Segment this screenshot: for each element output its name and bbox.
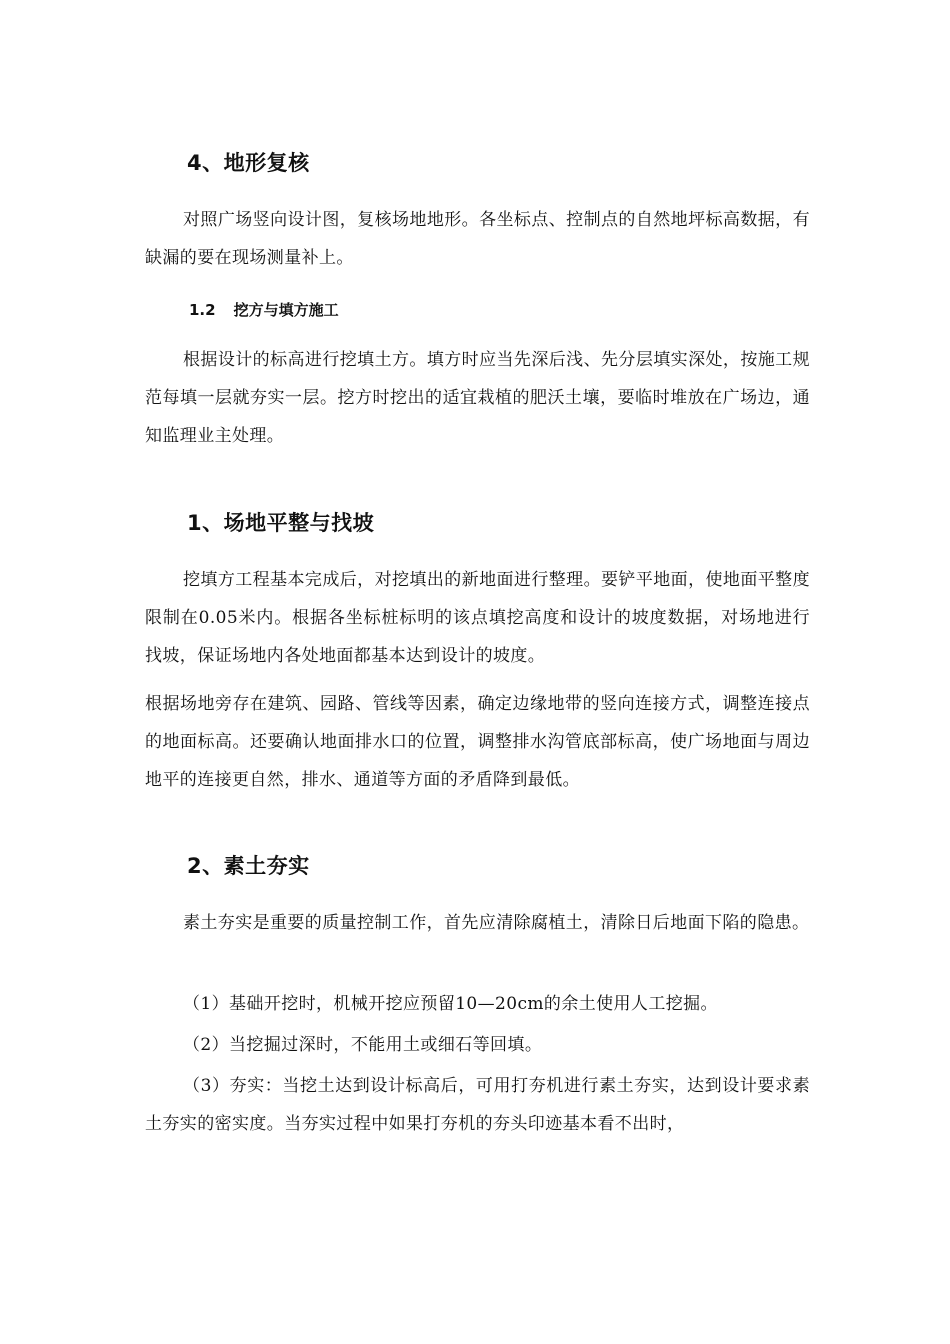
subheading-number: 1.2 [189, 301, 216, 319]
heading-compaction: 2、素土夯实 [187, 854, 310, 878]
heading-leveling: 1、场地平整与找坡 [187, 511, 375, 535]
list-item-compaction-3: （3）夯实：当挖土达到设计标高后，可用打夯机进行素土夯实，达到设计要求素土夯实的密实度。当夯实过程中如果打夯机的夯头印迹基本看不出时， [145, 1076, 810, 1134]
list-item-compaction-2: （2）当挖掘过深时，不能用土或细石等回填。 [183, 1035, 543, 1055]
subheading-cut-fill [145, 298, 854, 322]
paragraph-terrain-check: 对照广场竖向设计图，复核场地地形。各坐标点、控制点的自然地坪标高数据，有缺漏的要在现场测量补上。 [145, 210, 810, 268]
paragraph-leveling-1: 挖填方工程基本完成后，对挖填出的新地面进行整理。要铲平地面，使地面平整度限制在0.05米内。根据各坐标桩标明的该点填挖高度和设计的坡度数据，对场地进行找坡，保证场地内各处地面都基本达到设计的坡度。 [145, 570, 810, 666]
paragraph-compaction: 素土夯实是重要的质量控制工作，首先应清除腐植土，清除日后地面下陷的隐患。 [183, 913, 810, 933]
subheading-title: 挖方与填方施工 [233, 301, 339, 319]
list-item-compaction-1: （1）基础开挖时，机械开挖应预留10—20cm的余土使用人工挖掘。 [183, 994, 718, 1014]
paragraph-cut-fill: 根据设计的标高进行挖填土方。填方时应当先深后浅、先分层填实深处，按施工规范每填一层就夯实一层。挖方时挖出的适宜栽植的肥沃土壤，要临时堆放在广场边，通知监理业主处理。 [145, 350, 810, 446]
heading-terrain-check: 4、地形复核 [187, 151, 310, 175]
paragraph-leveling-2: 根据场地旁存在建筑、园路、管线等因素，确定边缘地带的竖向连接方式，调整连接点的地面标高。还要确认地面排水口的位置，调整排水沟管底部标高，使广场地面与周边地平的连接更自然，排水、通道等方面的矛盾降到最低。 [145, 694, 810, 790]
